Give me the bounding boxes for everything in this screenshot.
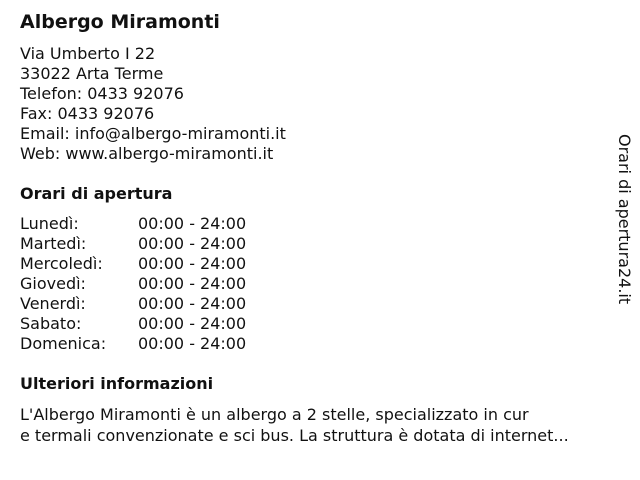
web-line: Web: www.albergo-miramonti.it bbox=[20, 144, 274, 163]
contact-block bbox=[20, 44, 286, 164]
phone-line: Telefon: 0433 92076 bbox=[20, 84, 184, 103]
time-range: 00:00 - 24:00 bbox=[138, 314, 247, 333]
time-range: 00:00 - 24:00 bbox=[138, 214, 247, 233]
fax-line: Fax: 0433 92076 bbox=[20, 104, 155, 123]
day-label: Venerdì: bbox=[20, 294, 86, 313]
description-text bbox=[20, 404, 620, 446]
day-label: Lunedì: bbox=[20, 214, 79, 233]
description-line: e termali convenzionate e sci bus. La struttura è dotata di internet... bbox=[20, 426, 569, 445]
opening-hours-heading: Orari di apertura bbox=[20, 184, 173, 203]
email-line: Email: info@albergo-miramonti.it bbox=[20, 124, 286, 143]
time-range: 00:00 - 24:00 bbox=[138, 274, 247, 293]
day-label: Giovedì: bbox=[20, 274, 86, 293]
site-watermark: Orari di apertura24.it bbox=[615, 134, 634, 305]
hours-row-monday bbox=[20, 214, 320, 234]
hours-row-wednesday bbox=[20, 254, 320, 274]
hours-row-thursday bbox=[20, 274, 320, 294]
postal-city: 33022 Arta Terme bbox=[20, 64, 164, 83]
time-range: 00:00 - 24:00 bbox=[138, 234, 247, 253]
time-range: 00:00 - 24:00 bbox=[138, 294, 247, 313]
hours-row-saturday bbox=[20, 314, 320, 334]
opening-hours-table bbox=[20, 214, 320, 354]
hours-row-sunday bbox=[20, 334, 320, 354]
description-line: L'Albergo Miramonti è un albergo a 2 stelle, specializzato in cur bbox=[20, 405, 529, 424]
day-label: Sabato: bbox=[20, 314, 82, 333]
hours-row-friday bbox=[20, 294, 320, 314]
day-label: Martedì: bbox=[20, 234, 87, 253]
day-label: Mercoledì: bbox=[20, 254, 103, 273]
more-info-heading: Ulteriori informazioni bbox=[20, 374, 214, 393]
time-range: 00:00 - 24:00 bbox=[138, 334, 247, 353]
street-address: Via Umberto I 22 bbox=[20, 44, 156, 63]
business-name: Albergo Miramonti bbox=[20, 11, 220, 33]
day-label: Domenica: bbox=[20, 334, 107, 353]
hours-row-tuesday bbox=[20, 234, 320, 254]
time-range: 00:00 - 24:00 bbox=[138, 254, 247, 273]
